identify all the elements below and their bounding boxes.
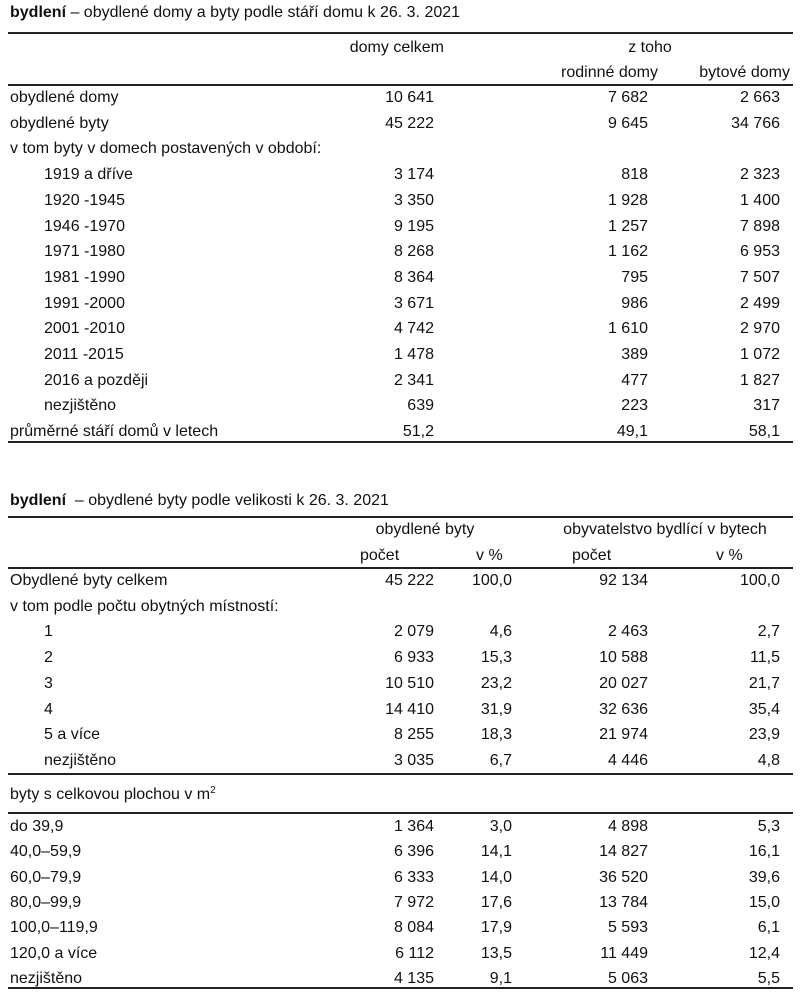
row-value: 9 195: [393, 217, 434, 235]
table-row: [10, 619, 790, 644]
row-value: 4 742: [393, 320, 434, 338]
row-value: 10 641: [385, 89, 434, 106]
t2-area-header: [10, 782, 216, 807]
table2-bottom-rule: [8, 987, 793, 989]
table2-title-bold: bydlení: [10, 492, 67, 509]
table-row: [10, 188, 790, 213]
t2-area-header-sup: 2: [210, 785, 216, 796]
row-label: 2: [44, 649, 53, 667]
row-value: 1 827: [739, 371, 780, 389]
table-row: [10, 941, 790, 966]
table-row: [10, 722, 790, 747]
row-value: 6 953: [739, 243, 780, 261]
row-value: 4,6: [489, 623, 512, 641]
table2-title-rest: – obydlené byty podle velikosti k 26. 3. 2021: [66, 492, 389, 509]
row-value: 11,5: [750, 649, 780, 667]
t2-header-pct-1: v %: [476, 547, 503, 564]
row-value: 3 671: [393, 294, 434, 312]
row-label: 5 a více: [44, 726, 101, 744]
row-value: 8 255: [393, 726, 434, 744]
t1-header-domy-celkem: domy celkem: [349, 39, 444, 56]
row-label: obydlené byty: [10, 114, 109, 132]
row-label: 4: [44, 700, 53, 718]
row-value: 7 682: [607, 89, 648, 106]
table-row: [10, 239, 790, 264]
row-value: 21 974: [599, 726, 648, 744]
row-value: 1 257: [607, 217, 648, 235]
row-value: 818: [621, 166, 648, 184]
row-label: 2011 -2015: [44, 346, 124, 363]
row-value: 8 364: [393, 268, 434, 286]
row-value: 2,7: [757, 623, 780, 641]
row-value: 1 400: [739, 191, 780, 209]
row-value: 1 610: [607, 320, 648, 338]
row-label: nezjištěno: [10, 969, 83, 987]
row-label: 2001 -2010: [44, 320, 125, 338]
row-label: 1: [44, 623, 53, 641]
row-value: 31,9: [480, 700, 512, 718]
row-value: 7 507: [739, 268, 780, 286]
t2-header-obydlene-byty: obydlené byty: [375, 521, 475, 538]
row-value: 17,9: [480, 919, 512, 937]
table-row: [10, 865, 790, 890]
table-row: [10, 342, 790, 367]
t1-header-bytove-domy: bytové domy: [699, 64, 790, 81]
row-value: 6 396: [393, 843, 434, 861]
row-value: 45 222: [385, 572, 434, 589]
row-value: 639: [407, 397, 434, 415]
row-value: 12,4: [748, 944, 780, 962]
row-value: 2 079: [393, 623, 434, 641]
row-value: 8 084: [393, 919, 434, 937]
row-value: 4 446: [607, 751, 648, 769]
row-value: 8 268: [393, 243, 434, 261]
row-value: 14,1: [480, 843, 512, 861]
row-label: 2016 a později: [44, 371, 149, 389]
t2-header-pct-2: v %: [716, 547, 743, 564]
row-value: 7 898: [739, 217, 780, 235]
row-value: 6 933: [393, 649, 434, 667]
row-value: 21,7: [748, 674, 780, 692]
table1-title: [10, 4, 460, 22]
row-value: 18,3: [480, 726, 512, 744]
row-value: 5 063: [607, 969, 648, 987]
row-value: 13,5: [480, 944, 512, 962]
row-value: 317: [753, 397, 780, 415]
row-value: 7 972: [393, 893, 434, 911]
row-value: 477: [621, 371, 648, 389]
row-value: 49,1: [616, 423, 648, 441]
row-value: 4 898: [607, 818, 648, 835]
table-row: [10, 697, 790, 722]
t1-header-z-toho: z toho: [628, 39, 672, 56]
table-row: [10, 814, 790, 839]
table-row: [10, 316, 790, 341]
table-row: [10, 915, 790, 940]
row-value: 100,0: [471, 572, 512, 589]
row-label: 60,0–79,9: [10, 868, 82, 886]
row-label: 1946 -1970: [44, 217, 125, 235]
row-value: 5 593: [607, 919, 648, 937]
table-row: [10, 568, 790, 593]
row-label: 1919 a dříve: [44, 166, 133, 184]
t2-area-header-text: byty s celkovou plochou v m: [10, 786, 211, 803]
row-label: nezjištěno: [44, 397, 117, 415]
row-value: 32 636: [599, 700, 648, 718]
row-value: 2 663: [739, 89, 780, 106]
row-value: 5,3: [757, 818, 780, 835]
table2-rooms-rule: [8, 773, 793, 775]
row-label: v tom byty v domech postavených v období:: [10, 140, 322, 158]
table1-top-rule: [8, 32, 793, 34]
row-value: 45 222: [385, 114, 434, 132]
t1-header-rodinne-domy: rodinné domy: [561, 64, 658, 81]
row-value: 6 333: [393, 868, 434, 886]
table-row: [10, 890, 790, 915]
row-value: 20 027: [599, 674, 648, 692]
row-label: 120,0 a více: [10, 944, 98, 962]
row-value: 1 478: [393, 346, 434, 363]
row-label: 80,0–99,9: [10, 893, 82, 911]
row-value: 2 499: [739, 294, 780, 312]
t2-area-header-row: [10, 782, 790, 807]
table1-title-rest: – obydlené domy a byty podle stáří domu k 26. 3. 2021: [66, 4, 461, 21]
row-value: 986: [621, 294, 648, 312]
table-row: [10, 265, 790, 290]
row-value: 23,2: [480, 674, 512, 692]
table-row: [10, 214, 790, 239]
t2-header-pocet-1: počet: [360, 547, 400, 564]
row-value: 13 784: [599, 893, 648, 911]
row-value: 14 410: [385, 700, 434, 718]
table-row: [10, 393, 790, 418]
row-value: 36 520: [599, 868, 648, 886]
row-value: 34 766: [731, 114, 780, 132]
row-value: 3 350: [393, 191, 434, 209]
row-value: 51,2: [402, 423, 434, 441]
row-value: 39,6: [748, 868, 780, 886]
row-value: 6,7: [489, 751, 512, 769]
table-row: [10, 85, 790, 110]
row-value: 9 645: [607, 114, 648, 132]
row-value: 2 341: [393, 371, 434, 389]
row-label: 1920 -1945: [44, 191, 125, 209]
row-value: 23,9: [748, 726, 780, 744]
table-row: [10, 368, 790, 393]
row-value: 15,0: [748, 893, 780, 911]
table-row: [10, 594, 790, 619]
table-row: [10, 839, 790, 864]
table-row: [10, 136, 790, 161]
t2-header-pocet-2: počet: [572, 547, 612, 564]
row-value: 4,8: [757, 751, 780, 769]
table1-bottom-rule: [8, 441, 793, 443]
row-value: 5,5: [757, 969, 780, 987]
table-row: [10, 291, 790, 316]
row-label: 1981 -1990: [44, 268, 125, 286]
table2-title: [10, 492, 389, 510]
row-value: 14 827: [599, 843, 648, 861]
row-value: 92 134: [599, 572, 648, 589]
row-label: Obydlené byty celkem: [10, 572, 168, 589]
row-value: 10 588: [599, 649, 648, 667]
row-label: 1971 -1980: [44, 243, 125, 261]
row-label: nezjištěno: [44, 751, 117, 769]
row-value: 3,0: [489, 818, 512, 835]
row-value: 1 072: [739, 346, 780, 363]
row-label: 40,0–59,9: [10, 843, 82, 861]
row-value: 3 174: [393, 166, 434, 184]
row-value: 58,1: [748, 423, 780, 441]
row-value: 2 970: [739, 320, 780, 338]
row-value: 2 323: [739, 166, 780, 184]
row-value: 389: [621, 346, 648, 363]
row-value: 4 135: [393, 969, 434, 987]
row-value: 14,0: [480, 868, 512, 886]
table-row: [10, 671, 790, 696]
row-value: 17,6: [480, 893, 512, 911]
row-value: 9,1: [489, 969, 512, 987]
row-label: 3: [44, 674, 53, 692]
row-value: 6,1: [757, 919, 780, 937]
table1-title-bold: bydlení: [10, 4, 67, 21]
row-label: v tom podle počtu obytných místností:: [10, 597, 279, 615]
table-row: [10, 111, 790, 136]
row-label: do 39,9: [10, 818, 64, 835]
row-value: 100,0: [739, 572, 780, 589]
row-value: 3 035: [393, 751, 434, 769]
row-value: 11 449: [600, 944, 648, 962]
row-value: 795: [621, 268, 648, 286]
row-value: 2 463: [607, 623, 648, 641]
row-value: 223: [621, 397, 648, 415]
row-label: 1991 -2000: [44, 294, 125, 312]
row-value: 16,1: [748, 843, 780, 861]
row-value: 1 162: [607, 243, 648, 261]
row-value: 1 364: [393, 818, 434, 835]
row-value: 15,3: [480, 649, 512, 667]
row-value: 35,4: [748, 700, 780, 718]
table-row: [10, 748, 790, 773]
row-label: 100,0–119,9: [10, 919, 98, 937]
table-row: [10, 162, 790, 187]
row-label: obydlené domy: [10, 89, 119, 106]
row-label: průměrné stáří domů v letech: [10, 423, 219, 441]
row-value: 10 510: [385, 674, 434, 692]
table-row: [10, 645, 790, 670]
row-value: 6 112: [395, 944, 434, 962]
row-value: 1 928: [607, 191, 648, 209]
t2-header-obyvatelstvo: obyvatelstvo bydlící v bytech: [563, 521, 767, 538]
